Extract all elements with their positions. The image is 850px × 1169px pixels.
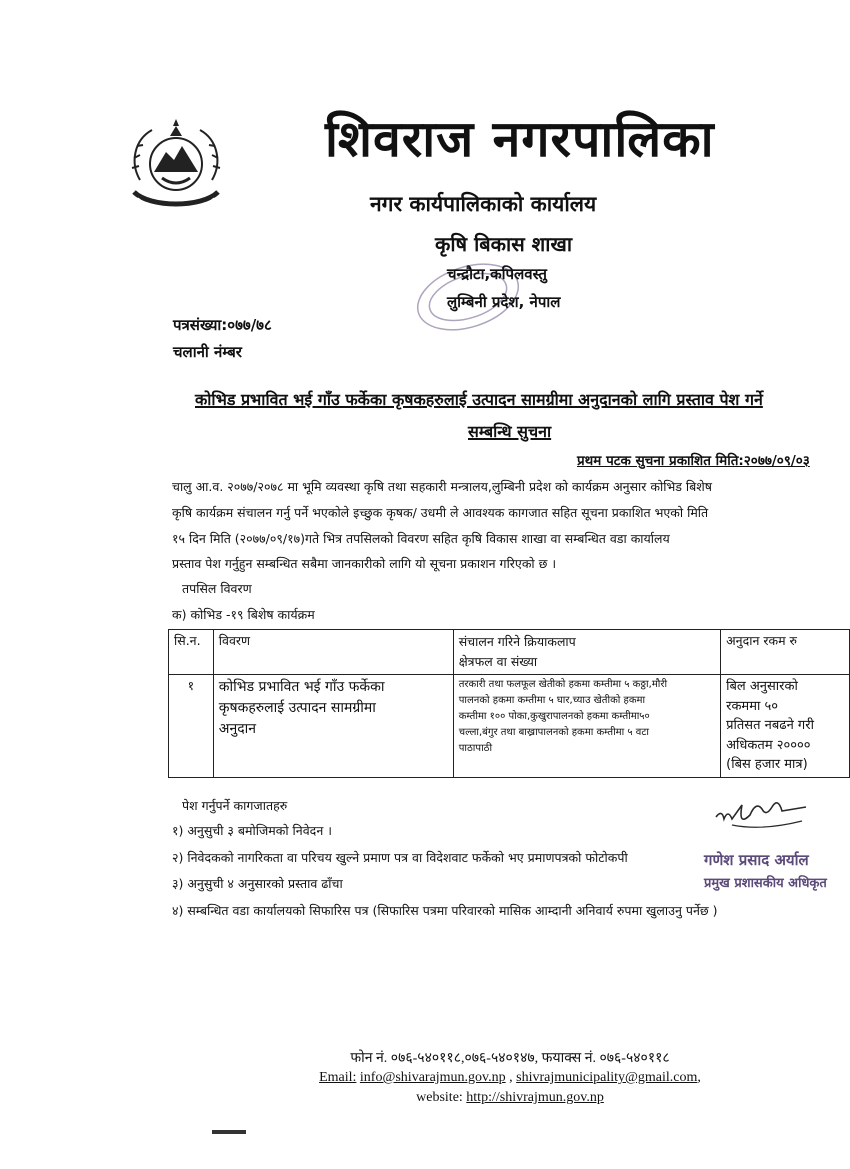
scan-mark xyxy=(212,1130,246,1134)
details-label: तपसिल विवरण xyxy=(182,581,252,596)
footer-email xyxy=(0,1070,850,1086)
footer-website xyxy=(0,1090,850,1106)
amount-line: बिल अनुसारको xyxy=(726,679,798,694)
branch-name: कृषि बिकास शाखा xyxy=(435,232,573,256)
header-sn: सि.न. xyxy=(169,630,214,675)
document-item: ३) अनुसुची ४ अनुसारको प्रस्ताव ढाँचा xyxy=(172,876,343,891)
subject-line-1: कोभिड प्रभावित भई गाँउ फर्केका कृषकहरुलाई उत्पादन सामग्रीमा अनुदानको लागि प्रस्ताव पेश गर्ने xyxy=(195,390,763,409)
body-line-2: कृषि कार्यक्रम संचालन गर्नु पर्ने भएकोले इच्छुक कृषक/ उधमी ले आवश्यक कागजात सहित सूचना प्रकाशित भएको मिति xyxy=(172,505,709,520)
header-amount: अनुदान रकम रु xyxy=(721,630,850,675)
email-end: , xyxy=(697,1070,701,1085)
amount-line: अधिकतम २०००० xyxy=(726,737,811,753)
table-row xyxy=(169,675,850,778)
program-label: क) कोभिड -१९ बिशेष कार्यक्रम xyxy=(172,607,315,622)
signatory-name: गणेश प्रसाद अर्याल xyxy=(704,851,809,869)
description-line: कोभिड प्रभावित भई गाँउ फर्केका xyxy=(218,679,385,695)
address-line-1: चन्द्रौटा,कपिलवस्तु xyxy=(447,265,547,283)
signatory-designation: प्रमुख प्रशासकीय अधिकृत xyxy=(704,876,827,891)
subject-line-2: सम्बन्धि सुचना xyxy=(468,422,552,441)
header-activities-line-1: संचालन गरिने क्रियाकलाप xyxy=(458,634,576,649)
table-header-row xyxy=(169,630,850,675)
program-table xyxy=(168,629,850,778)
page-title: शिवराज नगरपालिका xyxy=(325,110,715,168)
amount-line: प्रतिसत नबढने गरी xyxy=(726,718,814,733)
office-name: नगर कार्यपालिकाको कार्यालय xyxy=(370,192,597,216)
description-line: कृषकहरुलाई उत्पादन सामग्रीमा xyxy=(218,700,376,716)
header-description: विवरण xyxy=(213,630,453,675)
website-link[interactable]: http://shivrajmun.gov.np xyxy=(466,1090,604,1105)
description-line: अनुदान xyxy=(218,721,257,737)
body-line-4: प्रस्ताव पेश गर्नुहुन सम्बन्धित सबैमा जानकारीको लागि यो सूचना प्रकाशन गरिएको छ । xyxy=(172,556,557,571)
document-item: २) निवेदकको नागरिकता वा परिचय खुल्ने प्रमाण पत्र वा विदेशवाट फर्केको भए प्रमाणपत्रको फोटोकपी xyxy=(172,850,628,865)
row-sn: १ xyxy=(169,675,214,778)
dispatch-number: चलानी नंम्बर xyxy=(173,343,242,361)
publish-date: प्रथम पटक सुचना प्रकाशित मिति:२०७७/०९/०३ xyxy=(577,453,810,469)
row-activities xyxy=(453,675,720,778)
amount-line: रकममा ५० xyxy=(726,698,778,714)
activity-line: तरकारी तथा फलफूल खेतीको हकमा कम्तीमा ५ कठ्ठा,मौरी xyxy=(458,679,668,690)
email-link-2[interactable]: shivrajmunicipality@gmail.com xyxy=(516,1070,698,1085)
document-item: ४) सम्बन्धित वडा कार्यालयको सिफारिस पत्र (सिफारिस पत्रमा परिवारको मासिक आम्दानी अनिवार्य रुपमा खुलाउनु पर्नेछ ) xyxy=(172,903,718,918)
document-item: १) अनुसुची ३ बमोजिमको निवेदन । xyxy=(172,823,332,838)
body-line-1: चालु आ.व. २०७७/२०७८ मा भूमि व्यवस्था कृषि तथा सहकारी मन्त्रालय,लुम्बिनी प्रदेश को कार्यक्रम अनुसार कोभिड बिशेष xyxy=(172,479,712,494)
email-link-1[interactable]: info@shivarajmun.gov.np xyxy=(359,1070,506,1085)
address-line-2: लुम्बिनी प्रदेश, नेपाल xyxy=(447,293,561,311)
email-label: Email: xyxy=(319,1070,357,1085)
body-line-3: १५ दिन मिति (२०७७/०९/१७)गते भित्र तपसिलको विवरण सहित कृषि विकास शाखा वा सम्बन्धित वडा कार्यालय xyxy=(172,531,670,546)
amount-line: (बिस हजार मात्र) xyxy=(726,757,808,772)
handwritten-signature-icon xyxy=(712,795,812,833)
activity-line: कम्तीमा १०० पोका,कुखुरापालनको हकमा कम्तीमा५० xyxy=(458,711,650,722)
activity-line: पाठापाठी xyxy=(458,743,493,754)
activity-line: चल्ला,बंगुर तथा बाख्रापालनको हकमा कम्तीमा ५ वटा xyxy=(458,727,649,738)
nepal-government-emblem-icon xyxy=(120,118,232,218)
header-activities xyxy=(453,630,720,675)
letter-number: पत्रसंख्या:०७७/७८ xyxy=(173,316,272,334)
row-description xyxy=(213,675,453,778)
row-amount xyxy=(721,675,850,778)
website-label: website: xyxy=(416,1090,463,1105)
documents-label: पेश गर्नुपर्ने कागजातहरु xyxy=(182,798,288,813)
email-separator: , xyxy=(505,1070,517,1085)
header-activities-line-2: क्षेत्रफल वा संख्या xyxy=(458,654,538,669)
activity-line: पालनको हकमा कम्तीमा ५ घार,च्याउ खेतीको हकमा xyxy=(458,695,646,706)
footer-phone: फोन नं. ०७६-५४०११८,०७६-५४०१४७, फयाक्स नं. ०७६-५४०११८ xyxy=(350,1051,670,1066)
